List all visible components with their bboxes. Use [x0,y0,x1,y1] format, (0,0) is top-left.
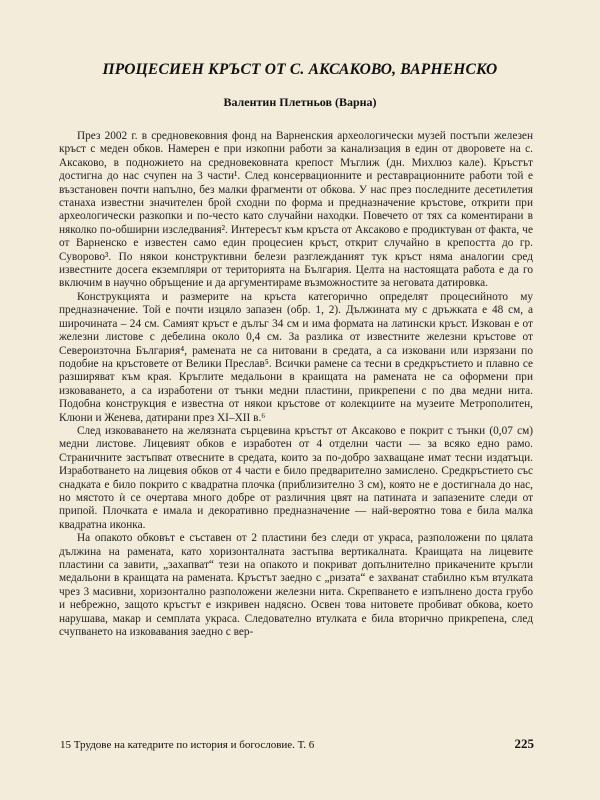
article-title: ПРОЦЕСИЕН КРЪСТ ОТ С. АКСАКОВО, ВАРНЕНСКО [102,61,498,78]
paragraph: Конструкцията и размерите на кръста категорично определят процесийното му предназначение. Той е почти изцяло запазен (обр. 1, 2). Дължината му с дръжката е 48 см, а широчината – 24 см. Самият кръст е дълъг 34 см и има формата на латински кръст. Изкован е от железни листове с дебелина около 0,4 см. За разлика от известните железни кръстове от Североизточна България⁴, рамената не са нитовани в средата, а са изковани или изрязани по подобие на кръстовете от Велики Преслав⁵. Всички рамене са тесни в средкръстието и плавно се разширяват към края. Кръглите медальони в краищата на рамената не са оформени при изковаването, а са изработени от тънки медни пластини, прикрепени с по два медни нита. Подобна конструкция е известна от някои кръстове от колекциите на музеите Метрополитен, Клюни и Женева, датирани през XI–XII в.⁶ [59,290,533,424]
page-number: 225 [514,736,534,751]
paragraph: През 2002 г. в средновековния фонд на Варненския археологически музей постъпи железен кръст с меден обков. Намерен е при изкопни работи за канализация в един от дворовете на с. Аксаково, в подножието на средновековната крепост Мъглиж (дн. Михлюз кале). Кръстът достигна до нас счупен на 3 части¹. След консервационните и реставрационните работи той е възстановен почти напълно, без малки фрагменти от обкова. У нас през последните десетилетия станаха известни значителен брой сходни по форма и предназначение кръстове, открити при археологически разкопки и по-често като случайни находки. Повечето от тях са коментирани в няколко по-обширни изследвания². Интересът към кръста от Аксаково е продиктуван от факта, че от Варненско е известен само един процесиен кръст, открит случайно в крепостта до гр. Суворово³. По някои конструктивни белези разглежданият тук кръст няма аналогии сред известните досега екземпляри от територията на България. Целта на настоящата работа е да го включим в научно обръщение и да аргументираме възможностите за неговата датировка. [59,130,533,290]
paragraph: След изковаването на желязната сърцевина кръстът от Аксаково е покрит с тънки (0,07 см) медни листове. Лицевият обков е изработен от 4 отделни части — за всяко едно рамо. Страничните застъпват отвесните в средата, които за по-добро захващане имат тесни издатъци. Изработването на лицевия обков от 4 части е било предварително замислено. Средкръстието със снадката е било покрито с квадратна плочка (приблизително 3 см), която не е достигнала до нас, но мястото ѝ се очертава много добре от различния цвят на патината и запазените следи от припой. Плочката е имала и декоративно предназначение — най-вероятно това е била малка квадратна иконка. [59,424,533,531]
paragraph: На опакото обковът е съставен от 2 пластини без следи от украса, разположени по цялата дължина на рамената, като хоризонталната застъпва вертикалната. Краищата на лицевите пластини са завити, „захапват“ тези на опакото и покриват допълнително прикачените кръгли медальони в краищата на рамената. Кръстът заедно с „ризата“ е захванат стабилно към втулката чрез 3 масивни, хоризонтално разположени железни нита. Скрепването е изпълнено доста грубо и небрежно, защото кръстът е изкривен надясно. Освен това нитовете пробиват обкова, което нарушава, макар и семплата украса. Следователно втулката е била вторично прикрепена, след счупването на изковавания заедно с вер- [59,532,533,639]
article-body [59,130,533,639]
article-author: Валентин Плетньов (Варна) [223,95,377,109]
footer-source: 15 Трудове на катедрите по история и богословие. Т. 6 [60,739,315,751]
